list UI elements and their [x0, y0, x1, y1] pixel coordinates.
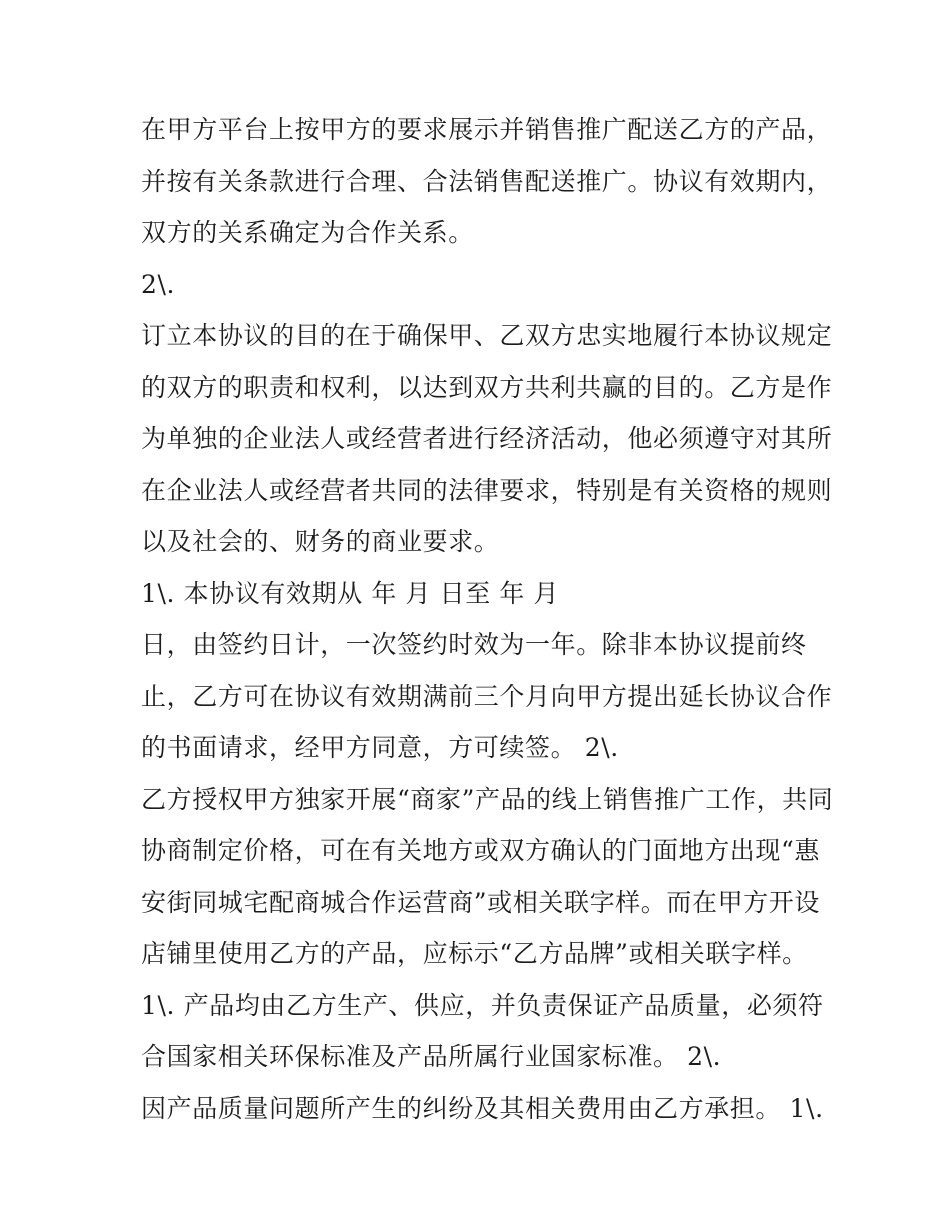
document-body [141, 104, 834, 1134]
text-line-13: 的书面请求，经甲方同意，方可续签。 2\. [141, 733, 619, 762]
text-line-16: 安街同城宅配商城合作运营商”或相关联字样。而在甲方开设 [141, 887, 820, 917]
text-line-11: 日，由签约日计，一次签约时效为一年。除非本协议提前终 [141, 630, 807, 659]
text-line-4: 2\. [141, 269, 176, 299]
text-line-18: 1\. 产品均由乙方生产、供应，并负责保证产品质量，必须符 [141, 990, 824, 1020]
text-line-6: 的双方的职责和权利，以达到双方共利共赢的目的。乙方是作 [141, 372, 833, 402]
text-line-9: 以及社会的、财务的商业要求。 [141, 527, 500, 556]
text-line-15: 协商制定价格，可在有关地方或双方确认的门面地方出现“惠 [141, 836, 820, 865]
text-line-14: 乙方授权甲方独家开展“商家”产品的线上销售推广工作，共同 [141, 784, 834, 814]
text-line-20: 因产品质量问题所产生的纠纷及其相关费用由乙方承担。 1\. [141, 1093, 824, 1123]
text-line-1: 在甲方平台上按甲方的要求展示并销售推广配送乙方的产品， [141, 115, 833, 144]
text-line-5: 订立本协议的目的在于确保甲、乙双方忠实地履行本协议规定 [141, 321, 833, 350]
text-line-10: 1\. 本协议有效期从 年 月 日至 年 月 [141, 578, 560, 608]
text-line-12: 止，乙方可在协议有效期满前三个月向甲方提出延长协议合作 [141, 681, 833, 711]
text-line-8: 在企业法人或经营者共同的法律要求，特别是有关资格的规则 [141, 475, 833, 505]
text-line-3: 双方的关系确定为合作关系。 [141, 218, 474, 247]
text-line-2: 并按有关条款进行合理、合法销售配送推广。协议有效期内， [141, 166, 833, 196]
text-line-7: 为单独的企业法人或经营者进行经济活动，他必须遵守对其所 [141, 424, 833, 453]
text-line-17: 店铺里使用乙方的产品，应标示“乙方品牌”或相关联字样。 [141, 939, 808, 968]
text-line-19: 合国家相关环保标准及产品所属行业国家标准。 2\. [141, 1042, 722, 1071]
